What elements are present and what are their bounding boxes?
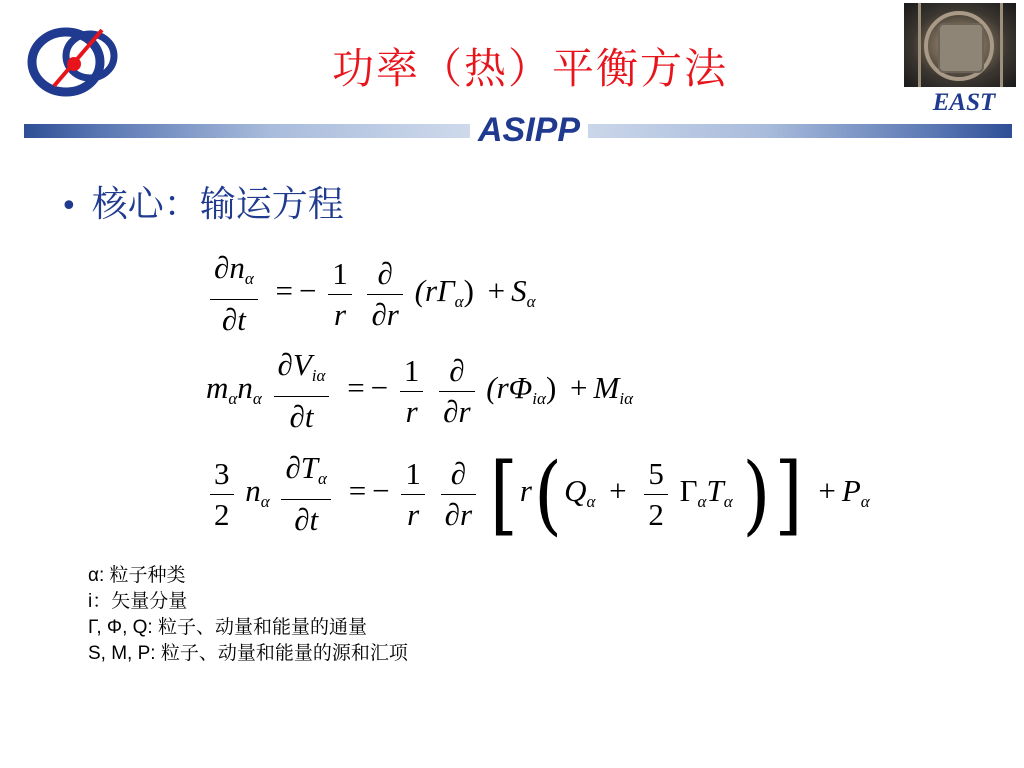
project-label: EAST: [932, 89, 996, 116]
momentum-transport-equation: $m_\alpha n_\alpha$ $\frac{\partial V_{i\alpha}}{\partial t}$ = − $\frac{1}{r}$ $\frac{\partial}{\partial r}$ $(r\Phi_{i\alpha}) + M_{i\alpha}$: [206, 347, 633, 434]
energy-transport-equation: $\frac{3}{2}$ $n_\alpha$ $\frac{\partial T_\alpha}{\partial t}$ = − $\frac{1}{r}$ $\frac{\partial}{\partial r}$ [$r(Q_\alpha$ + $\frac{5}{2}$ $\Gamma_\alpha T_\alpha$ )] + $P_\alpha$: [206, 448, 870, 540]
note-i: i：矢量分量: [88, 591, 188, 612]
particle-transport-equation: $\frac{\partial n_\alpha}{\partial t}$ = − $\frac{1}{r}$ $\frac{\partial}{\partial r}$ $(r\Gamma_\alpha) + S_\alpha$: [206, 248, 536, 340]
bullet-icon: •: [60, 189, 78, 224]
page-title: 功率（热）平衡方法: [331, 44, 728, 93]
note-alpha: α: 粒子种类: [88, 565, 186, 586]
symbol-notes: [88, 563, 408, 667]
tokamak-photo: [904, 3, 1016, 87]
bullet-heading: [60, 176, 344, 227]
institute-logo-icon: [24, 20, 124, 100]
org-label: ASIPP: [470, 111, 588, 149]
bullet-text: 核心：输运方程: [91, 184, 344, 225]
note-fluxes: Γ, Φ, Q: 粒子、动量和能量的通量: [88, 617, 367, 638]
note-sources: S, M, P: 粒子、动量和能量的源和汇项: [88, 643, 408, 664]
